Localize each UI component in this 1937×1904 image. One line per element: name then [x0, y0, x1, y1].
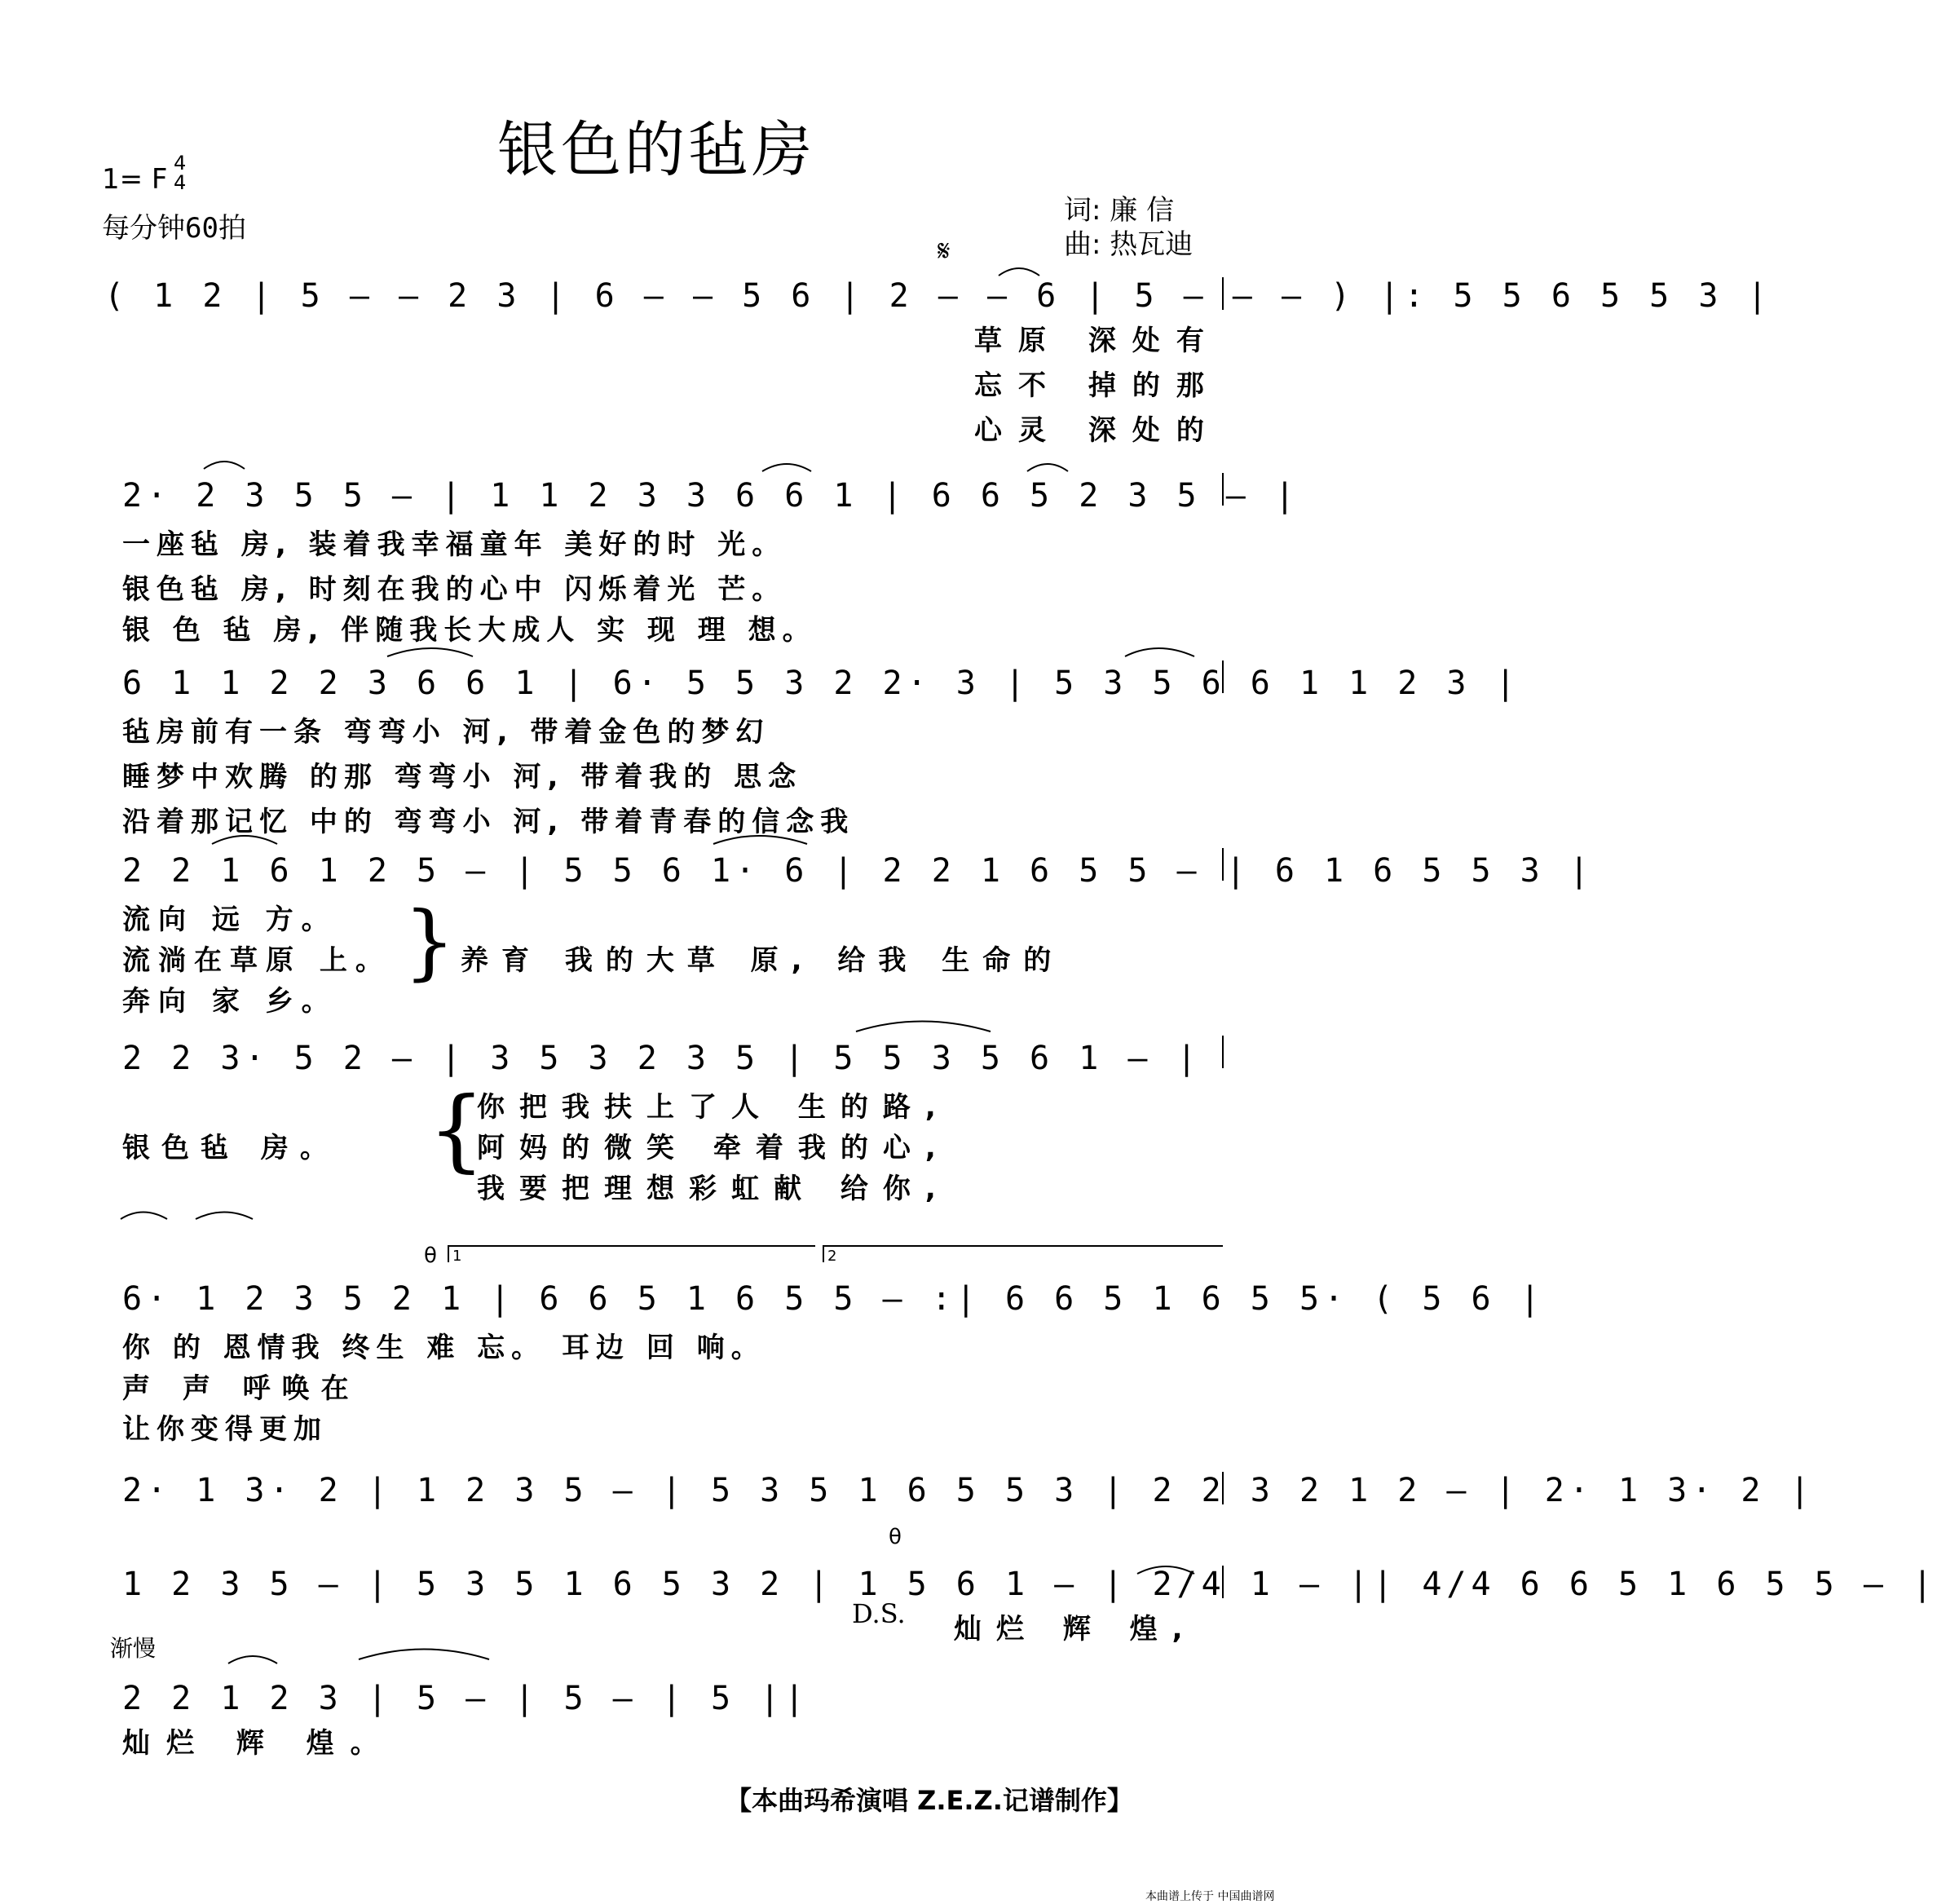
site-watermark: 本曲谱上传于 中国曲谱网 — [1145, 1890, 1275, 1903]
score-system-6: 6· 1 2 3 5 2 1 | 6 6 5 1 6 5 5 — :| 6 6 5 1 6 5 5· ( 5 6 | — [122, 1280, 1545, 1318]
lyric-s1-v1: 草原 深处有 — [974, 325, 1220, 357]
segno-icon: 𝄋 — [938, 235, 951, 268]
key-signature: 1= F — [102, 163, 168, 196]
lyric-s5-verse-1: 你把我扶上了人 生的路, — [477, 1091, 951, 1124]
score-system-7: 2· 1 3· 2 | 1 2 3 5 — | 5 3 5 1 6 5 5 3 | 2 2 3 2 1 2 — | 2· 1 3· 2 | — [122, 1472, 1815, 1509]
time-signature — [174, 153, 186, 192]
lyric-s3-v2: 睡梦中欢腾 的那 弯弯小 河, 带着我的 思念 — [122, 761, 803, 793]
score-system-2: 2· 2 3 5 5 — | 1 1 2 3 3 6 6 1 | 6 6 5 2 3 5 — | — [122, 477, 1299, 515]
brace-left-icon: { — [428, 1077, 501, 1182]
credit-line: 【本曲玛希演唱 Z.E.Z.记谱制作】 — [726, 1785, 1133, 1816]
lyric-s3-v3: 沿着那记忆 中的 弯弯小 河, 带着青春的信念我 — [122, 806, 855, 838]
lyric-s2-v3: 银 色 毡 房, 伴随我长大成人 实 现 理 想。 — [122, 614, 817, 647]
brace-left-icon: } — [404, 894, 472, 989]
time-sig-top: 4 — [174, 152, 187, 174]
lyric-s5-verse-3: 我要把理想彩虹献 给你, — [477, 1173, 951, 1205]
lyricist: 词: 廉 信 — [1064, 194, 1175, 227]
composer: 曲: 热瓦迪 — [1064, 228, 1194, 261]
lyric-s1-v3: 心灵 深处的 — [974, 414, 1220, 447]
lyric-s3-v1: 毡房前有一条 弯弯小 河, 带着金色的梦幻 — [122, 716, 770, 749]
tempo-marking: 每分钟60拍 — [102, 212, 246, 245]
lyric-s1-v2: 忘不 掉的那 — [974, 369, 1220, 402]
lyric-s4-v1: 流向 远 方。 — [122, 903, 338, 936]
lyric-s5-verse-2: 阿妈的微笑 牵着我的心, — [477, 1132, 951, 1164]
volta-1-label: 1 — [452, 1248, 462, 1265]
ritardando-mark: 渐慢 — [110, 1635, 157, 1662]
coda-icon: θ — [424, 1244, 437, 1268]
lyric-s6-v3: 让你变得更加 — [122, 1413, 328, 1446]
score-system-4: 2 2 1 6 1 2 5 — | 5 5 6 1· 6 | 2 2 1 6 5 5 — | 6 1 6 5 5 3 | — [122, 852, 1594, 890]
volta-2-label: 2 — [827, 1248, 837, 1265]
coda-icon: θ — [889, 1525, 902, 1549]
lyric-s9: 灿烂 辉 煌。 — [122, 1727, 395, 1760]
lyric-s5-main: 银色毡 房。 — [122, 1132, 339, 1164]
lyric-s2-v1: 一座毡 房, 装着我幸福童年 美好的时 光。 — [122, 528, 787, 561]
chorus-lyric: 养育 我的大草 原, 给我 生命的 — [461, 944, 1065, 977]
lyric-s8: 灿烂 辉 煌, — [954, 1613, 1198, 1646]
song-title: 银色的毡房 — [497, 115, 815, 185]
time-sig-bottom: 4 — [174, 171, 187, 194]
score-system-8: 1 2 3 5 — | 5 3 5 1 6 5 3 2 | 1 5 6 1 — | 2/4 1 — || 4/4 6 6 5 1 6 5 5 — | — [122, 1566, 1937, 1603]
score-system-3: 6 1 1 2 2 3 6 6 1 | 6· 5 5 3 2 2· 3 | 5 3 5 6 6 1 1 2 3 | — [122, 665, 1520, 702]
lyric-s4-v3: 奔向 家 乡。 — [122, 985, 338, 1018]
dal-segno-mark: D.S. — [852, 1598, 906, 1629]
score-system-1: ( 1 2 | 5 — — 2 3 | 6 — — 5 6 | 2 — — 6 | 5 — — — ) |: 5 5 6 5 5 3 | — [104, 277, 1772, 315]
lyric-s4-v2: 流淌在草原 上。 — [122, 944, 391, 977]
lyric-s6-v2: 声 声 呼唤在 — [122, 1372, 360, 1405]
score-system-5: 2 2 3· 5 2 — | 3 5 3 2 3 5 | 5 5 3 5 6 1 — | — [122, 1040, 1202, 1077]
lyric-s2-v2: 银色毡 房, 时刻在我的心中 闪烁着光 芒。 — [122, 573, 787, 606]
lyric-s6-v1: 你 的 恩情我 终生 难 忘。 耳边 回 响。 — [122, 1332, 766, 1364]
score-system-9: 2 2 1 2 3 | 5 — | 5 — | 5 || — [122, 1680, 810, 1717]
